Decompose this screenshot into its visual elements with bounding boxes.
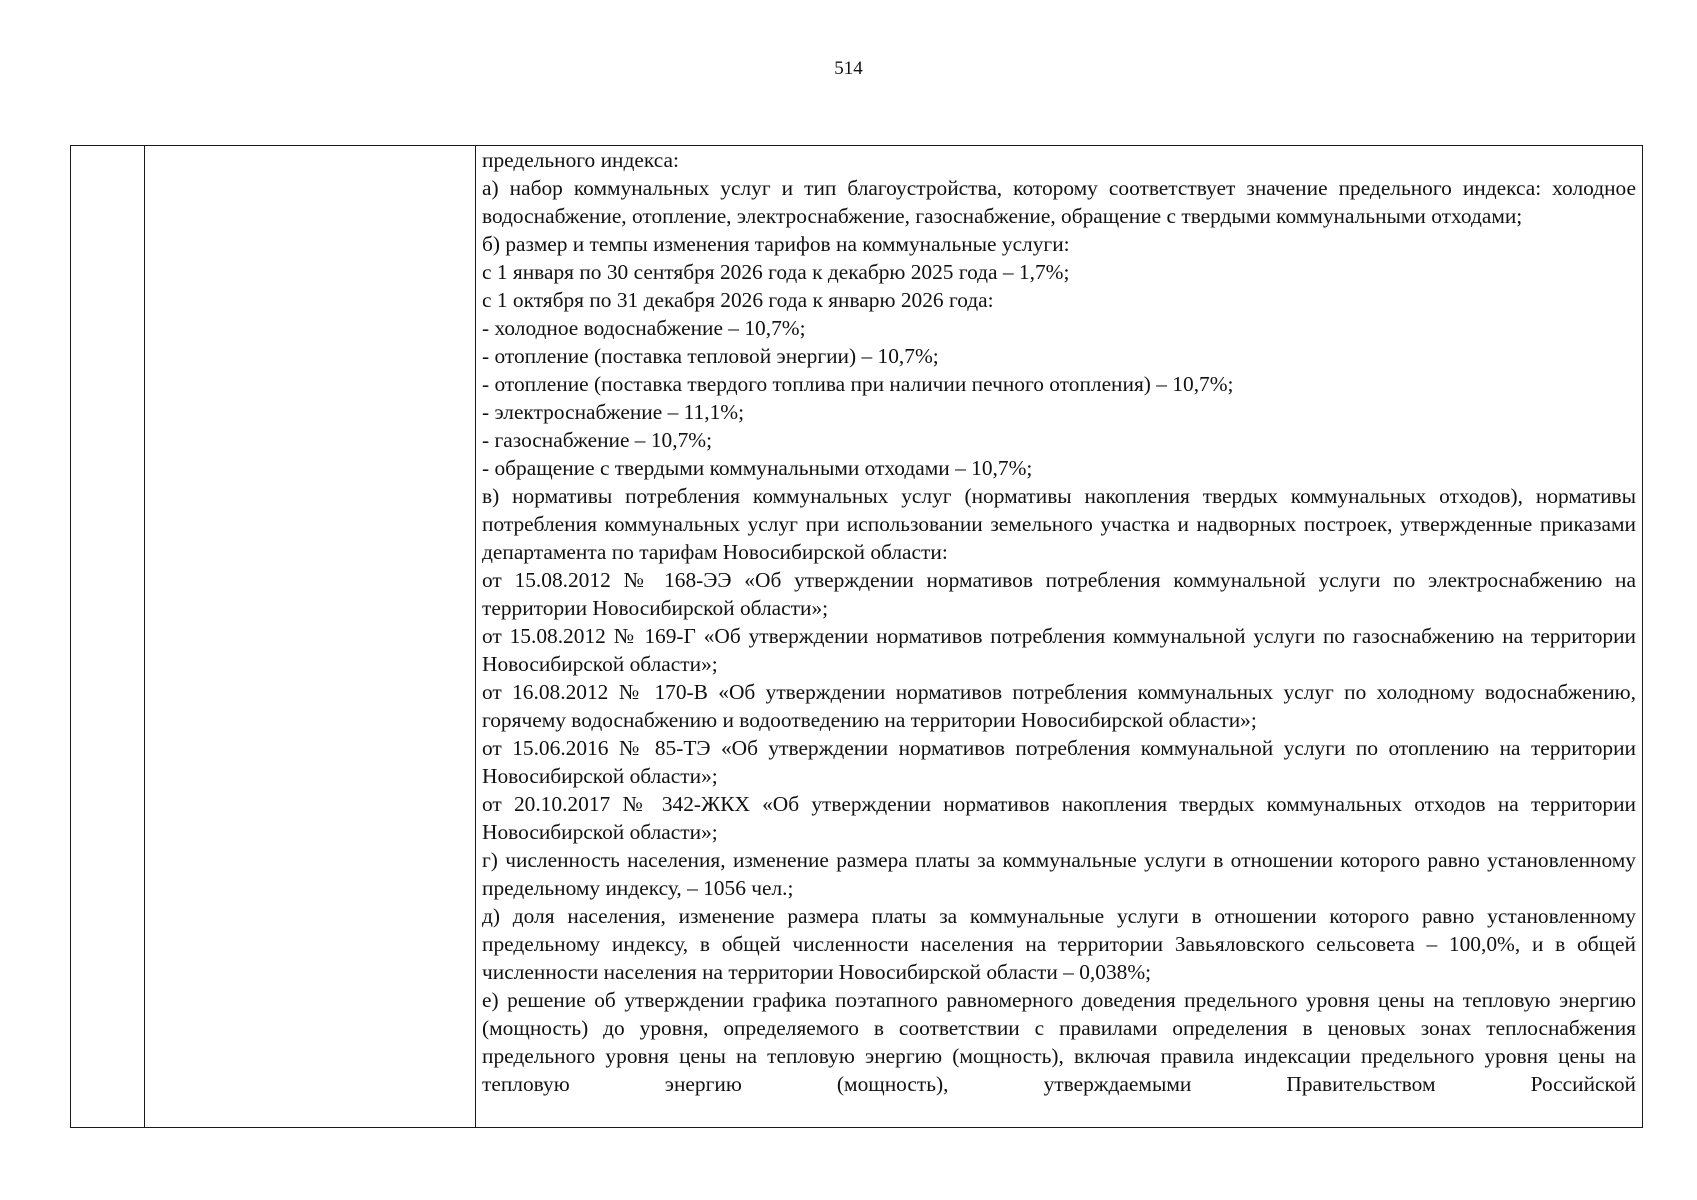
order-reference: от 15.08.2012 № 169-Г «Об утверждении нормативов потребления коммунальной услуги по газоснабжению на территории Новосибирской области»; [482,624,1636,676]
list-item: - газоснабжение – 10,7%; [482,428,713,452]
list-item: - обращение с твердыми коммунальными отходами – 10,7%; [482,456,1033,480]
paragraph: с 1 января по 30 сентября 2026 года к декабрю 2025 года – 1,7%; [482,260,1070,284]
list-item: - электроснабжение – 11,1%; [482,400,745,424]
paragraph: предельного индекса: [482,148,679,172]
table-column-name [145,146,476,1127]
paragraph-item-b: б) размер и темпы изменения тарифов на коммунальные услуги: [482,232,1070,256]
order-reference: от 15.08.2012 № 168-ЭЭ «Об утверждении нормативов потребления коммунальной услуги по электроснабжению на территории Новосибирской области»; [482,568,1636,620]
list-item: - холодное водоснабжение – 10,7%; [482,316,806,340]
paragraph: с 1 октября по 31 декабря 2026 года к январю 2026 года: [482,288,994,312]
paragraph-item-d: д) доля населения, изменение размера платы за коммунальные услуги в отношении которого равно установленному предельному индексу, в общей численности населения на территории Завьяловского сельсовета – 100,0%, и в общей численности населения на территории Новосибирской области – 0,038%; [482,904,1636,984]
list-item: - отопление (поставка тепловой энергии) – 10,7%; [482,344,939,368]
page-number: 514 [834,58,863,79]
order-reference: от 16.08.2012 № 170-В «Об утверждении нормативов потребления коммунальных услуг по холодному водоснабжению, горячему водоснабжению и водоотведению на территории Новосибирской области»; [482,680,1636,732]
paragraph-item-e: е) решение об утверждении графика поэтапного равномерного доведения предельного уровня цены на тепловую энергию (мощность) до уровня, определяемого в соответствии с правилами определения в ценовых зонах теплоснабжения предельного уровня цены на тепловую энергию (мощность), включая правила индексации предельного уровня цены на тепловую энергию (мощность), утверждаемыми Правительством Российской [482,988,1636,1096]
order-reference: от 20.10.2017 № 342-ЖКХ «Об утверждении нормативов накопления твердых коммунальных отходов на территории Новосибирской области»; [482,792,1636,844]
paragraph-item-g: г) численность населения, изменение размера платы за коммунальные услуги в отношении которого равно установленному предельному индексу, – 1056 чел.; [482,848,1636,900]
table-column-content [476,146,1642,1127]
list-item: - отопление (поставка твердого топлива при наличии печного отопления) – 10,7%; [482,372,1234,396]
table-column-number [71,146,145,1127]
paragraph-item-v: в) нормативы потребления коммунальных услуг (нормативы накопления твердых коммунальных отходов), нормативы потребления коммунальных услуг при использовании земельного участка и надворных построек, утвержденные приказами департамента по тарифам Новосибирской области: [482,484,1636,564]
order-reference: от 15.06.2016 № 85-ТЭ «Об утверждении нормативов потребления коммунальной услуги по отоплению на территории Новосибирской области»; [482,736,1636,788]
paragraph-item-a: а) набор коммунальных услуг и тип благоустройства, которому соответствует значение предельного индекса: холодное водоснабжение, отопление, электроснабжение, газоснабжение, обращение с твердыми коммунальными отходами; [482,176,1636,228]
document-table [70,145,1643,1128]
